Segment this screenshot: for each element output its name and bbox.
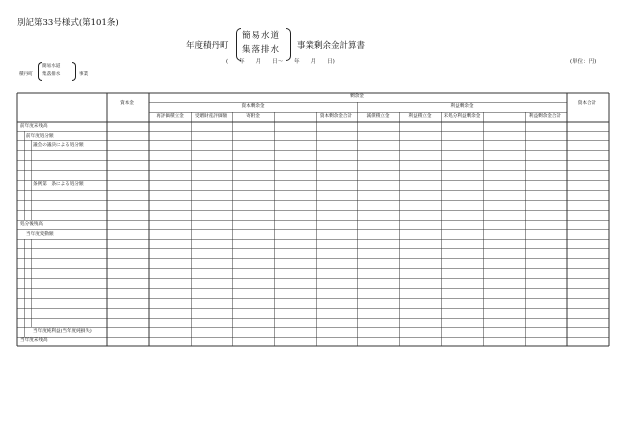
- col-capital-surplus: 資本剰余金: [241, 104, 265, 109]
- form-number: 別記第33号様式(第101条): [17, 18, 119, 28]
- small-option-water: 簡易水道: [42, 64, 61, 69]
- col-revaluation-reserve: 再評価積立金: [156, 114, 184, 119]
- title-option-water: 簡易水道: [242, 31, 281, 41]
- title-prefix: 年度積丹町: [186, 41, 229, 51]
- row-council-resolution: 議会の議決による処分額: [33, 143, 84, 148]
- col-capital-surplus-total: 資本剰余金合計: [319, 114, 353, 119]
- col-retained-earnings: 利益剰余金: [450, 104, 474, 109]
- col-donations: 寄附金: [246, 114, 260, 119]
- row-current-year-end: 当年度末残高: [20, 338, 48, 343]
- row-net-income: 当年度純利益(当年度純損失): [33, 329, 92, 334]
- col-profit-reserve: 利益積立金: [408, 114, 432, 119]
- col-unappropriated: 未処分利益剰余金: [443, 114, 481, 119]
- unit-label: (単位：円): [570, 59, 597, 65]
- small-suffix: 事業: [79, 72, 89, 77]
- col-total: 資本合計: [577, 101, 597, 106]
- col-donated-assets: 受贈財産評価額: [194, 114, 228, 119]
- title-option-drainage: 集落排水: [242, 45, 281, 55]
- row-prev-year-disposal: 前年度処分額: [26, 134, 54, 139]
- col-surplus: 剰余金: [350, 94, 364, 99]
- col-retained-earnings-total: 利益剰余金合計: [528, 114, 562, 119]
- row-current-year-change: 当年度変動額: [26, 232, 54, 237]
- small-prefix: 積丹町: [19, 72, 33, 77]
- title-suffix: 事業剰余金計算書: [297, 41, 366, 51]
- col-debt-reduction-reserve: 減債積立金: [366, 114, 390, 119]
- row-prev-year-end: 前年度末残高: [20, 124, 48, 129]
- col-capital: 資本金: [120, 101, 134, 106]
- period-range: ( 年 月 日～ 年 月 日): [226, 59, 335, 65]
- row-ordinance-article: 条例第 条による処分額: [33, 182, 84, 187]
- row-post-disposal: 処分後残高: [20, 222, 43, 227]
- small-option-drainage: 集落排水: [42, 72, 61, 77]
